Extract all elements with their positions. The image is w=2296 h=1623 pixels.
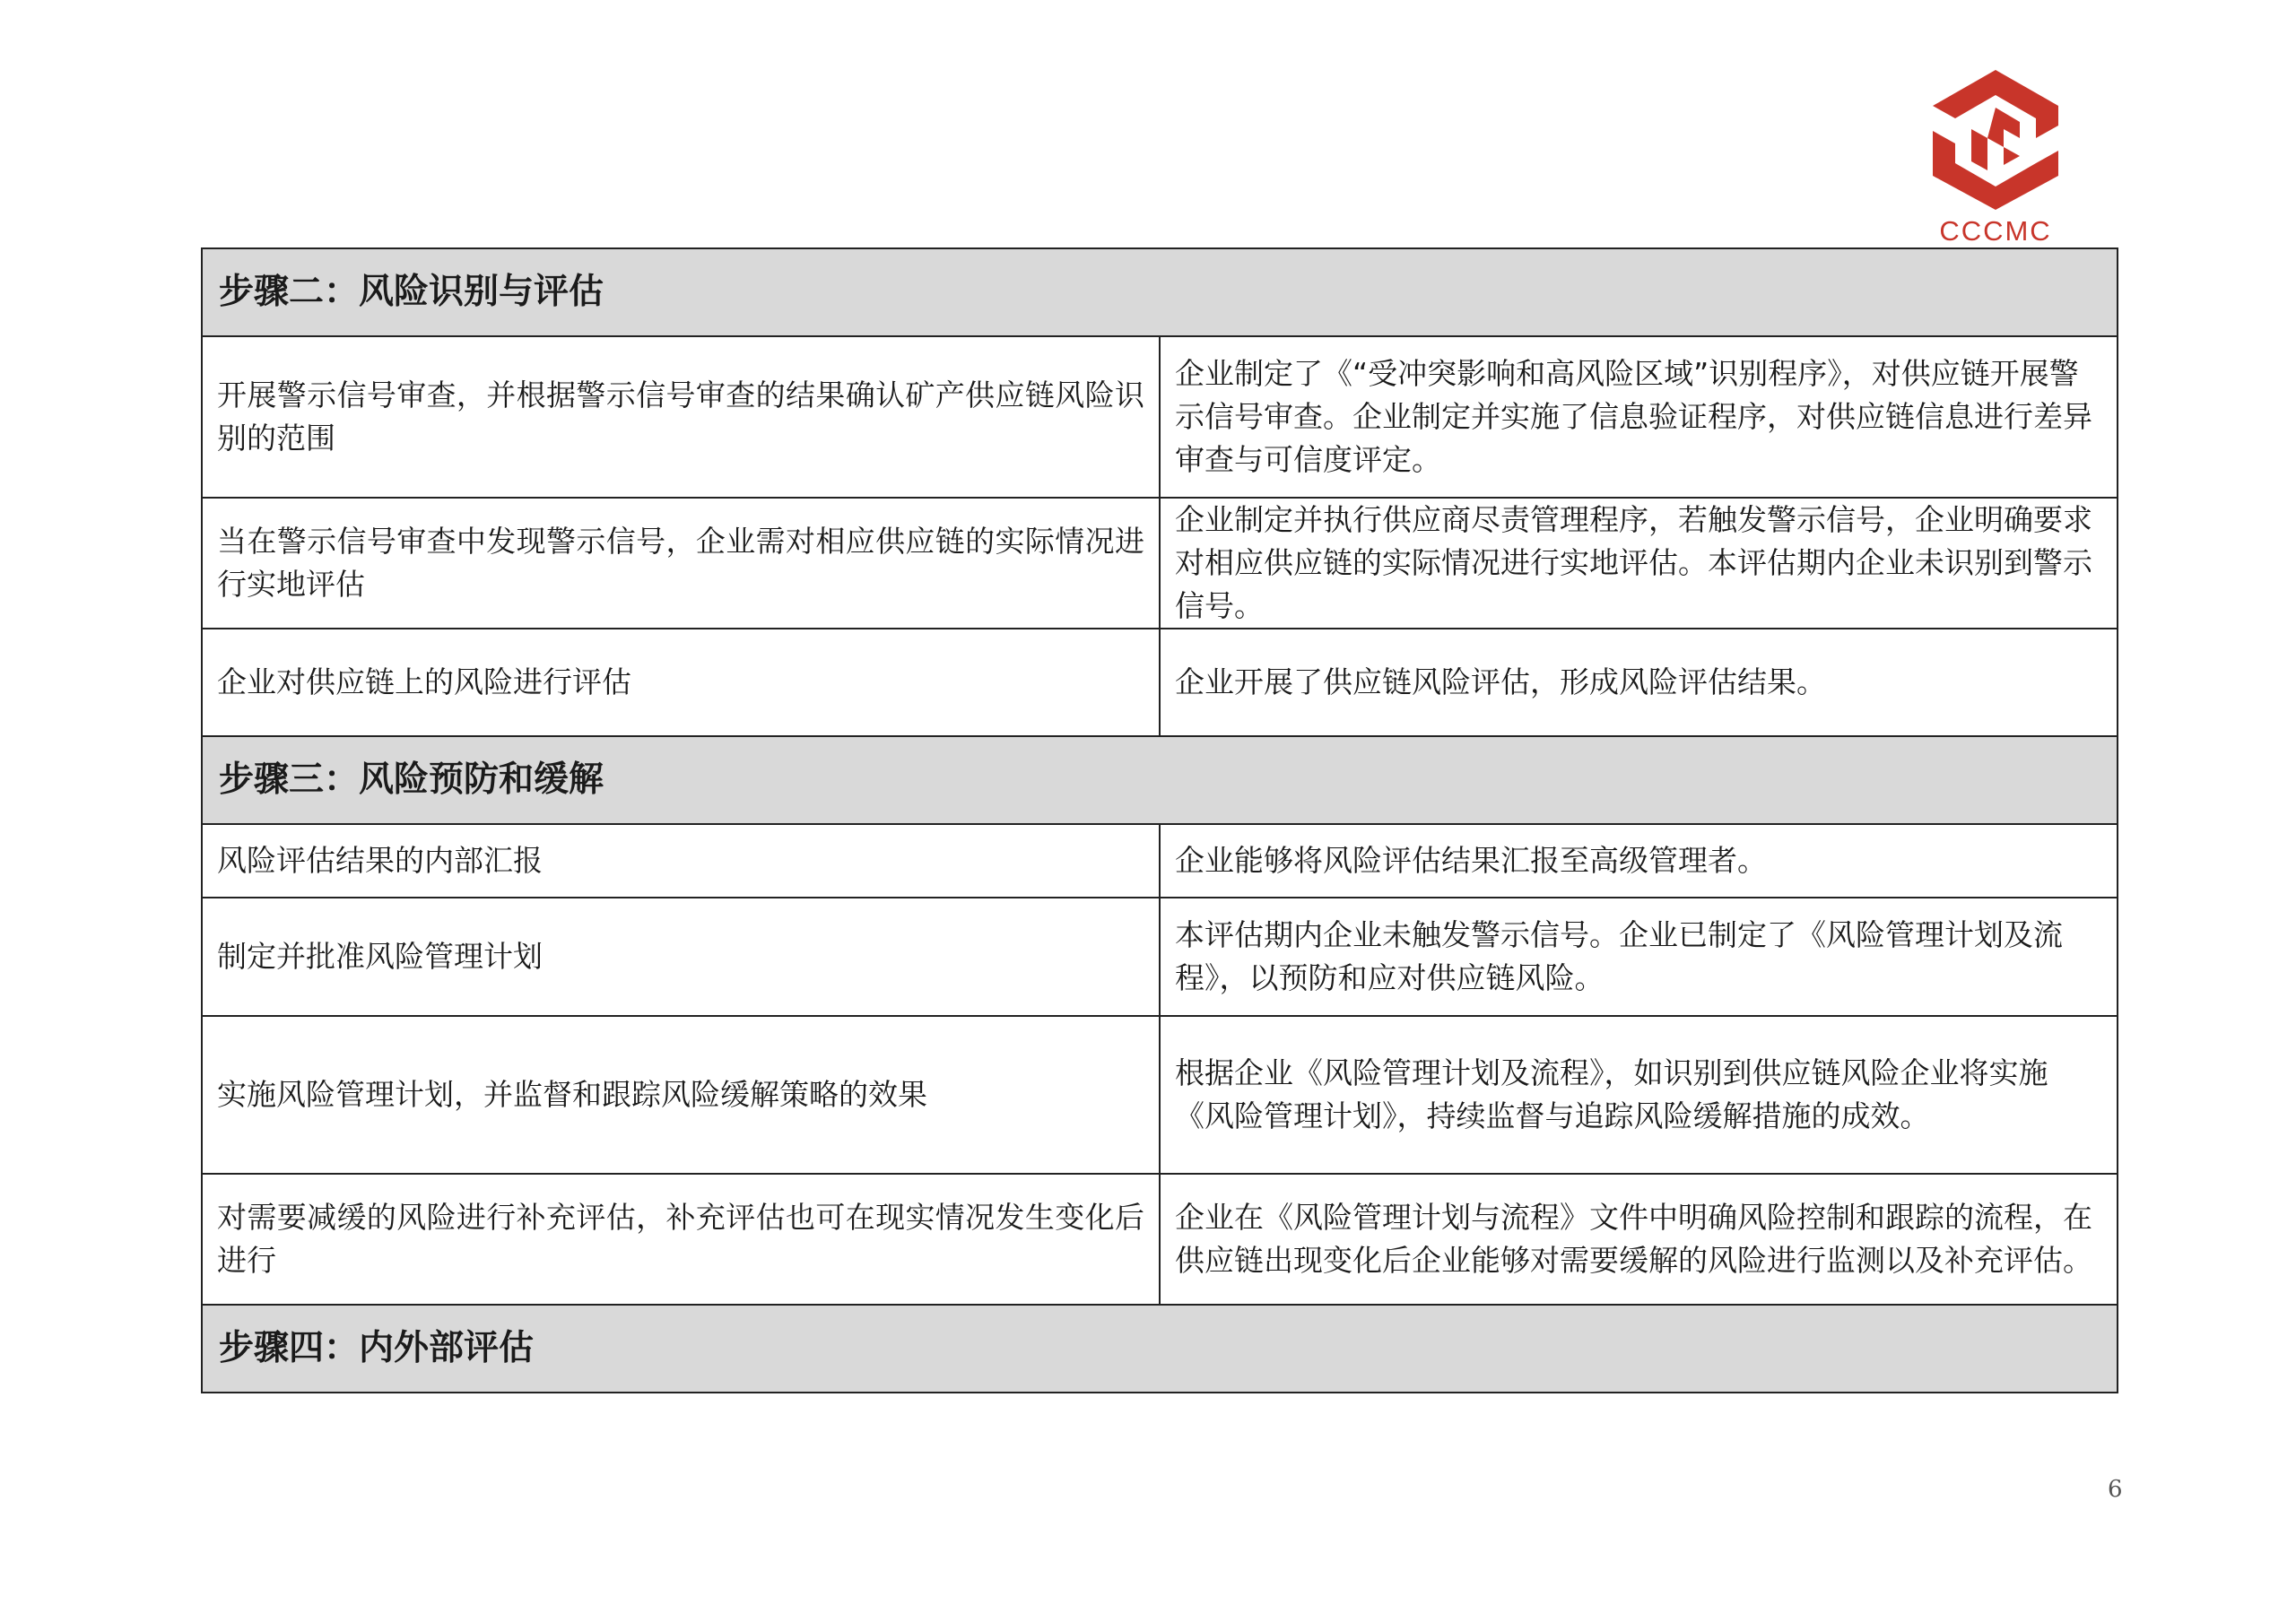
section-heading: 步骤三：风险预防和缓解 [202, 736, 2118, 824]
finding-cell: 企业制定并执行供应商尽责管理程序，若触发警示信号，企业明确要求对相应供应链的实际情况进行实地评估。本评估期内企业未识别到警示信号。 [1160, 498, 2118, 629]
finding-cell: 企业制定了《“受冲突影响和高风险区域”识别程序》，对供应链开展警示信号审查。企业制定并实施了信息验证程序，对供应链信息进行差异审查与可信度评定。 [1160, 336, 2118, 498]
section-header-row [202, 248, 2118, 336]
requirement-cell: 制定并批准风险管理计划 [202, 898, 1160, 1016]
requirement-cell: 当在警示信号审查中发现警示信号，企业需对相应供应链的实际情况进行实地评估 [202, 498, 1160, 629]
section-header-row [202, 1305, 2118, 1393]
requirement-cell: 风险评估结果的内部汇报 [202, 824, 1160, 898]
table-row [202, 1016, 2118, 1174]
requirement-cell: 开展警示信号审查，并根据警示信号审查的结果确认矿产供应链风险识别的范围 [202, 336, 1160, 498]
logo-text: CCCMC [1939, 215, 2052, 247]
requirement-cell: 实施风险管理计划，并监督和跟踪风险缓解策略的效果 [202, 1016, 1160, 1174]
table-row [202, 629, 2118, 736]
table-row [202, 336, 2118, 498]
finding-cell: 企业开展了供应链风险评估，形成风险评估结果。 [1160, 629, 2118, 736]
finding-cell: 企业在《风险管理计划与流程》文件中明确风险控制和跟踪的流程，在供应链出现变化后企业能够对需要缓解的风险进行监测以及补充评估。 [1160, 1174, 2118, 1305]
requirement-cell: 对需要减缓的风险进行补充评估，补充评估也可在现实情况发生变化后进行 [202, 1174, 1160, 1305]
finding-cell: 根据企业《风险管理计划及流程》，如识别到供应链风险企业将实施《风险管理计划》，持续监督与追踪风险缓解措施的成效。 [1160, 1016, 2118, 1174]
section-heading: 步骤四：内外部评估 [202, 1305, 2118, 1393]
finding-cell: 企业能够将风险评估结果汇报至高级管理者。 [1160, 824, 2118, 898]
section-heading: 步骤二：风险识别与评估 [202, 248, 2118, 336]
requirement-cell: 企业对供应链上的风险进行评估 [202, 629, 1160, 736]
finding-cell: 本评估期内企业未触发警示信号。企业已制定了《风险管理计划及流程》，以预防和应对供应链风险。 [1160, 898, 2118, 1016]
section-header-row [202, 736, 2118, 824]
cccmc-logo [1910, 65, 2081, 248]
table-row [202, 498, 2118, 629]
table-row [202, 824, 2118, 898]
page-number: 6 [2108, 1476, 2123, 1503]
cccmc-logo-icon [1910, 65, 2081, 213]
assessment-table [201, 247, 2118, 1393]
table-row [202, 898, 2118, 1016]
table-row [202, 1174, 2118, 1305]
